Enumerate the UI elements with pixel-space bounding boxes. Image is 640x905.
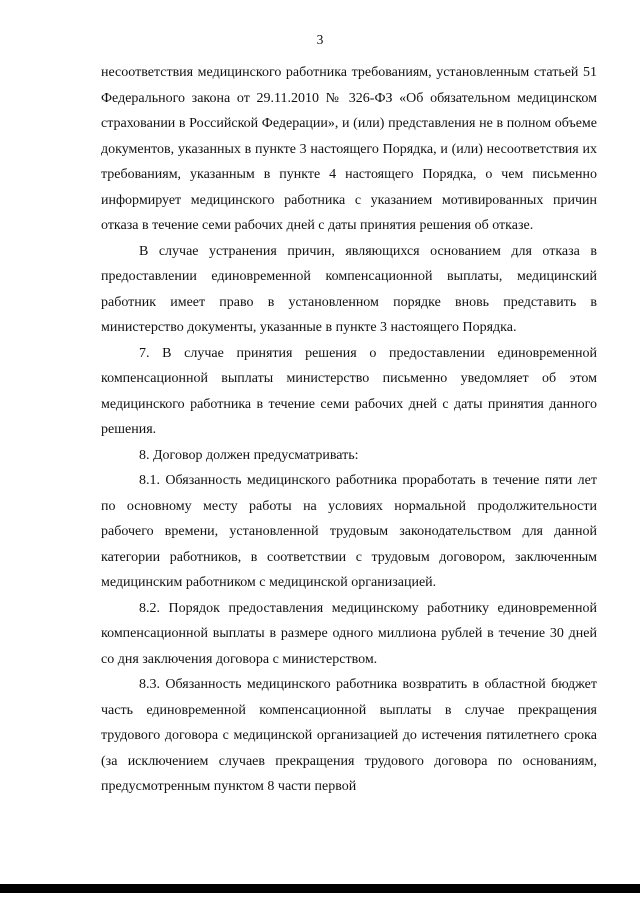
paragraph-clause-8-3: 8.3. Обязанность медицинского работника возвратить в областной бюджет часть единовременной компенсационной выплаты в случае прекращения трудового договора с медицинской организацией до истечения пятилетнего срока (за исключением случаев прекращения трудового договора по основаниям, предусмотренным пунктом 8 части первой (101, 677, 597, 794)
paragraph-clause-8-1: 8.1. Обязанность медицинского работника проработать в течение пяти лет по основному месту работы на условиях нормальной продолжительности рабочего времени, установленной трудовым законодательством для данной категории работников, в соответствии с трудовым договором, заключенным медицинским работником с медицинской организацией. (101, 473, 597, 590)
scan-bottom-edge (0, 884, 640, 893)
paragraph-clause-8: 8. Договор должен предусматривать: (139, 447, 359, 463)
paragraph-refusal-grounds: несоответствия медицинского работника требованиям, установленным статьей 51 Федерального закона от 29.11.2010 № 326-ФЗ «Об обязательном медицинском страховании в Российской Федерации», и (или) представления не в полном объеме документов, указанных в пункте 3 настоящего Порядка, и (или) несоответствия их требованиям, указанным в пункте 4 настоящего Порядка, о чем письменно информирует медицинского работника с указанием мотивированных причин отказа в течение семи рабочих дней с даты принятия решения об отказе. (101, 65, 597, 233)
page-number: 3 (316, 32, 324, 47)
document-body (101, 60, 597, 800)
paragraph-clause-7: 7. В случае принятия решения о предоставлении единовременной компенсационной выплаты министерство письменно уведомляет об этом медицинского работника в течение семи рабочих дней с даты принятия данного решения. (101, 345, 597, 437)
paragraph-resubmission: В случае устранения причин, являющихся основанием для отказа в предоставлении единовременной компенсационной выплаты, медицинский работник имеет право в установленном порядке вновь представить в министерство документы, указанные в пункте 3 настоящего Порядка. (101, 243, 597, 335)
paragraph-clause-8-2: 8.2. Порядок предоставления медицинскому работнику единовременной компенсационной выплаты в размере одного миллиона рублей в течение 30 дней со дня заключения договора с министерством. (101, 600, 597, 667)
